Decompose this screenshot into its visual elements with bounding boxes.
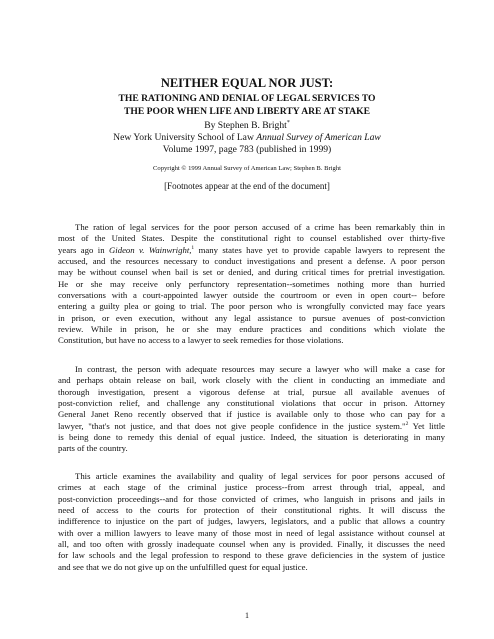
paragraph-line: He or she may receive only perfunctory representation--sometimes nothing more than hurried [58, 278, 445, 289]
paragraph-1 [58, 222, 445, 347]
citation-line: Volume 1997, page 783 (published in 1999) [162, 144, 332, 155]
case-name: Gideon v. Wainwright, [108, 244, 192, 255]
author-line [40, 120, 454, 132]
journal-name: Annual Survey of American Law [256, 132, 381, 143]
paragraph-line: years ago in Gideon v. Wainwright,$^1$ many states have yet to provide capable lawyers to represent the [58, 244, 445, 255]
paragraph-line: may be without counsel when bail is set or denied, and during critical times for pretrial investigation. [58, 267, 445, 278]
byline [40, 120, 454, 156]
paragraph-line: entering a guilty plea or going to trial. The poor person who is wrongfully convicted may face years [58, 301, 445, 312]
affiliation-line [40, 132, 454, 144]
paragraph-2 [58, 364, 445, 455]
paragraph-line: crimes at each stage of the criminal justice process--from arrest through trial, appeal, and [58, 482, 445, 493]
paragraph-line: parts of the country. [58, 443, 128, 454]
paragraph-line: In contrast, the person with adequate resources may secure a lawyer who will make a case for [75, 364, 445, 374]
subtitle-line: THE RATIONING AND DENIAL OF LEGAL SERVICES TO [118, 93, 376, 104]
affiliation: New York University School of Law [113, 132, 254, 143]
paragraph-line: all, and too often with grossly inadequate counsel when any is provided. Finally, it discusses the need [58, 538, 445, 549]
paragraph-line: indifference to injustice on the part of judges, lawyers, legislators, and a public that allows a country [58, 516, 445, 527]
footnote-notice: [Footnotes appear at the end of the document] [164, 181, 330, 191]
paragraph-line: accused, and the resources necessary to conduct investigations and present a defense. A poor person [58, 255, 445, 266]
paragraph-line: General Janet Reno recently observed that if justice is available only to those who can pay for a [58, 409, 445, 420]
paragraph-line: most of the United States. Despite the constitutional right to counsel established over thirty-five [58, 233, 445, 244]
paragraph-line: This article examines the availability and quality of legal services for poor persons accused of [75, 471, 445, 481]
paragraph-3 [58, 471, 445, 573]
paragraph-line: in prison, or even execution, without any legal assistance to pursue avenues of post-conviction [58, 312, 445, 323]
page-number: 1 [245, 611, 249, 620]
paragraph-line: The ration of legal services for the poor person accused of a crime has been remarkably thin in [75, 222, 445, 232]
author-name: By Stephen B. Bright [204, 120, 287, 131]
paragraph-line: Constitution, but have no access to a lawyer to seek remedies for those violations. [58, 335, 344, 346]
document-subtitle [40, 92, 454, 118]
footnote-ref: 2 [405, 420, 409, 427]
paragraph-line: and perhaps obtain release on bail, work closely with the client in conducting an immediate and [58, 375, 445, 386]
author-footnote-marker: * [286, 119, 290, 126]
paragraph-line: post-conviction relief, and challenge any constitutional violations that occur in prison. Attorney [58, 397, 445, 408]
paragraph-line: post-conviction proceedings--and for those convicted of crimes, who languish in prisons and jails in [58, 493, 445, 504]
subtitle-line: THE POOR WHEN LIFE AND LIBERTY ARE AT STAKE [124, 106, 370, 117]
paragraph-line: is being done to remedy this denial of equal justice. Indeed, the situation is deteriorating in many [58, 431, 445, 442]
paragraph-line: lawyer, "that's not justice, and that does not give people confidence in the justice system."$^2$ Yet little [58, 420, 445, 431]
document-title: NEITHER EQUAL NOR JUST: [160, 76, 334, 90]
paragraph-line: and see that we do not give up on the unfulfilled quest for equal justice. [58, 561, 308, 572]
footnote-ref: 1 [191, 244, 195, 251]
paragraph-line: for law schools and the legal profession to respond to these grave deficiencies in the system of justice [58, 550, 445, 561]
copyright-notice: Copyright © 1999 Annual Survey of American Law; Stephen B. Bright [153, 165, 341, 172]
paragraph-line: review. While in prison, he or she may endure practices and conditions which violate the [58, 323, 445, 334]
paragraph-line: thorough investigation, present a vigorous defense at trial, pursue all available avenues of [58, 386, 445, 397]
paragraph-line: with over a million lawyers to leave many of those most in need of legal assistance without counsel at [58, 527, 445, 538]
paragraph-line: need of access to the courts for protection of their constitutional rights. It will discuss the [58, 504, 445, 515]
paragraph-line: conversations with a court-appointed lawyer outside the courtroom or even in open court-- before [58, 289, 445, 300]
